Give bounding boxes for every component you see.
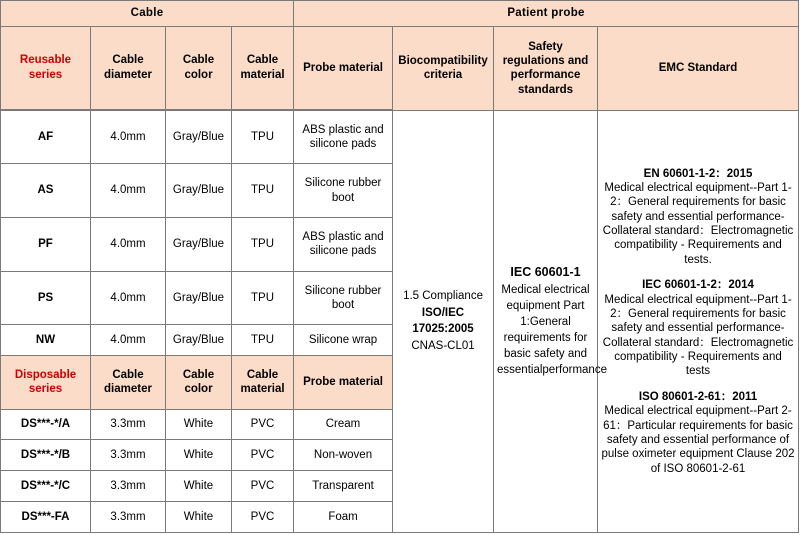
safety-standard-number: IEC 60601-1 xyxy=(510,265,581,280)
emc-title: IEC 60601-1-2：2014 xyxy=(642,279,754,292)
disposable-series: DS***-*/A xyxy=(1,409,91,440)
disposable-color: White xyxy=(166,409,232,440)
reusable-diameter: 4.0mm xyxy=(91,110,166,164)
reusable-series: PS xyxy=(1,271,91,325)
safety-standards-cell xyxy=(494,110,607,532)
disposable-probe: Cream xyxy=(294,409,393,440)
header-cable-diameter-2: Cable diameter xyxy=(91,356,166,410)
reusable-color: Gray/Blue xyxy=(166,217,232,271)
disposable-probe: Transparent xyxy=(294,471,393,502)
reusable-color: Gray/Blue xyxy=(166,164,232,218)
reusable-color: Gray/Blue xyxy=(166,110,232,164)
group-header-row xyxy=(1,1,799,27)
reusable-diameter: 4.0mm xyxy=(91,271,166,325)
reusable-color: Gray/Blue xyxy=(166,325,232,356)
reusable-series: NW xyxy=(1,325,91,356)
table-row xyxy=(1,110,799,164)
header-biocompatibility-criteria: Biocompatibility criteria xyxy=(393,27,494,111)
reusable-material: TPU xyxy=(232,217,294,271)
emc-entry xyxy=(601,278,795,379)
biocompatibility-line2: ISO/IEC 17025:2005 xyxy=(412,306,474,336)
reusable-diameter: 4.0mm xyxy=(91,164,166,218)
reusable-header-row xyxy=(1,27,799,110)
emc-standard-cell xyxy=(598,110,799,532)
disposable-probe: Foam xyxy=(294,502,393,533)
reusable-color: Gray/Blue xyxy=(166,271,232,325)
disposable-diameter: 3.3mm xyxy=(91,471,166,502)
disposable-series: DS***-*/B xyxy=(1,440,91,471)
header-safety-regulations: Safety regulations and performance standards xyxy=(494,27,598,111)
reusable-probe: Silicone rubber boot xyxy=(294,164,393,218)
header-probe-material-2: Probe material xyxy=(294,356,393,410)
biocompatibility-line3: CNAS-CL01 xyxy=(411,339,475,352)
header-disposable-series: Disposable series xyxy=(1,356,91,410)
disposable-material: PVC xyxy=(232,471,294,502)
group-header-cable: Cable xyxy=(1,1,294,27)
disposable-series: DS***-FA xyxy=(1,502,91,533)
emc-text: Medical electrical equipment--Part 1-2：General requirements for basic safety and essential performance-Collateral standard：Electromagnetic compatibility - Requirements and tests. xyxy=(602,181,794,266)
reusable-material: TPU xyxy=(232,164,294,218)
reusable-series: AS xyxy=(1,164,91,218)
reusable-diameter: 4.0mm xyxy=(91,217,166,271)
reusable-diameter: 4.0mm xyxy=(91,325,166,356)
disposable-diameter: 3.3mm xyxy=(91,440,166,471)
reusable-probe: Silicone wrap xyxy=(294,325,393,356)
reusable-material: TPU xyxy=(232,110,294,164)
reusable-series: AF xyxy=(1,110,91,164)
emc-entry xyxy=(601,167,795,268)
header-cable-material: Cable material xyxy=(232,27,294,110)
header-cable-color-2: Cable color xyxy=(166,356,232,410)
header-emc-standard: EMC Standard xyxy=(598,27,799,111)
emc-text: Medical electrical equipment--Part 1-2：General requirements for basic safety and essential performance-Collateral standard：Electromagnetic compatibility - Requirements and tests xyxy=(602,293,794,378)
emc-title: ISO 80601-2-61：2011 xyxy=(638,390,758,403)
disposable-color: White xyxy=(166,440,232,471)
disposable-diameter: 3.3mm xyxy=(91,502,166,533)
header-reusable-series: Reusable series xyxy=(1,27,91,110)
reusable-probe: ABS plastic and silicone pads xyxy=(294,217,393,271)
emc-text: Medical electrical equipment--Part 2-61：Particular requirements for basic safety and essential performance of pulse oximeter equipment Clause 202 of ISO 80601-2-61 xyxy=(601,405,795,475)
emc-entry xyxy=(601,390,795,476)
header-cable-material-2: Cable material xyxy=(232,356,294,410)
header-cable-color: Cable color xyxy=(166,27,232,110)
disposable-diameter: 3.3mm xyxy=(91,409,166,440)
disposable-material: PVC xyxy=(232,440,294,471)
biocompatibility-line1: 1.5 Compliance xyxy=(403,289,483,302)
safety-standard-text: Medical electrical equipment Part 1:General requirements for basic safety and essentialperformance xyxy=(497,283,607,377)
header-cable-diameter: Cable diameter xyxy=(91,27,166,110)
header-probe-material: Probe material xyxy=(294,27,393,110)
disposable-material: PVC xyxy=(232,502,294,533)
disposable-color: White xyxy=(166,471,232,502)
disposable-series: DS***-*/C xyxy=(1,471,91,502)
reusable-probe: ABS plastic and silicone pads xyxy=(294,110,393,164)
reusable-material: TPU xyxy=(232,271,294,325)
disposable-material: PVC xyxy=(232,409,294,440)
reusable-material: TPU xyxy=(232,325,294,356)
disposable-probe: Non-woven xyxy=(294,440,393,471)
reusable-series: PF xyxy=(1,217,91,271)
emc-title: EN 60601-1-2：2015 xyxy=(643,167,753,180)
biocompatibility-cell xyxy=(393,110,494,532)
disposable-color: White xyxy=(166,502,232,533)
group-header-patient-probe: Patient probe xyxy=(294,1,799,27)
reusable-probe: Silicone rubber boot xyxy=(294,271,393,325)
